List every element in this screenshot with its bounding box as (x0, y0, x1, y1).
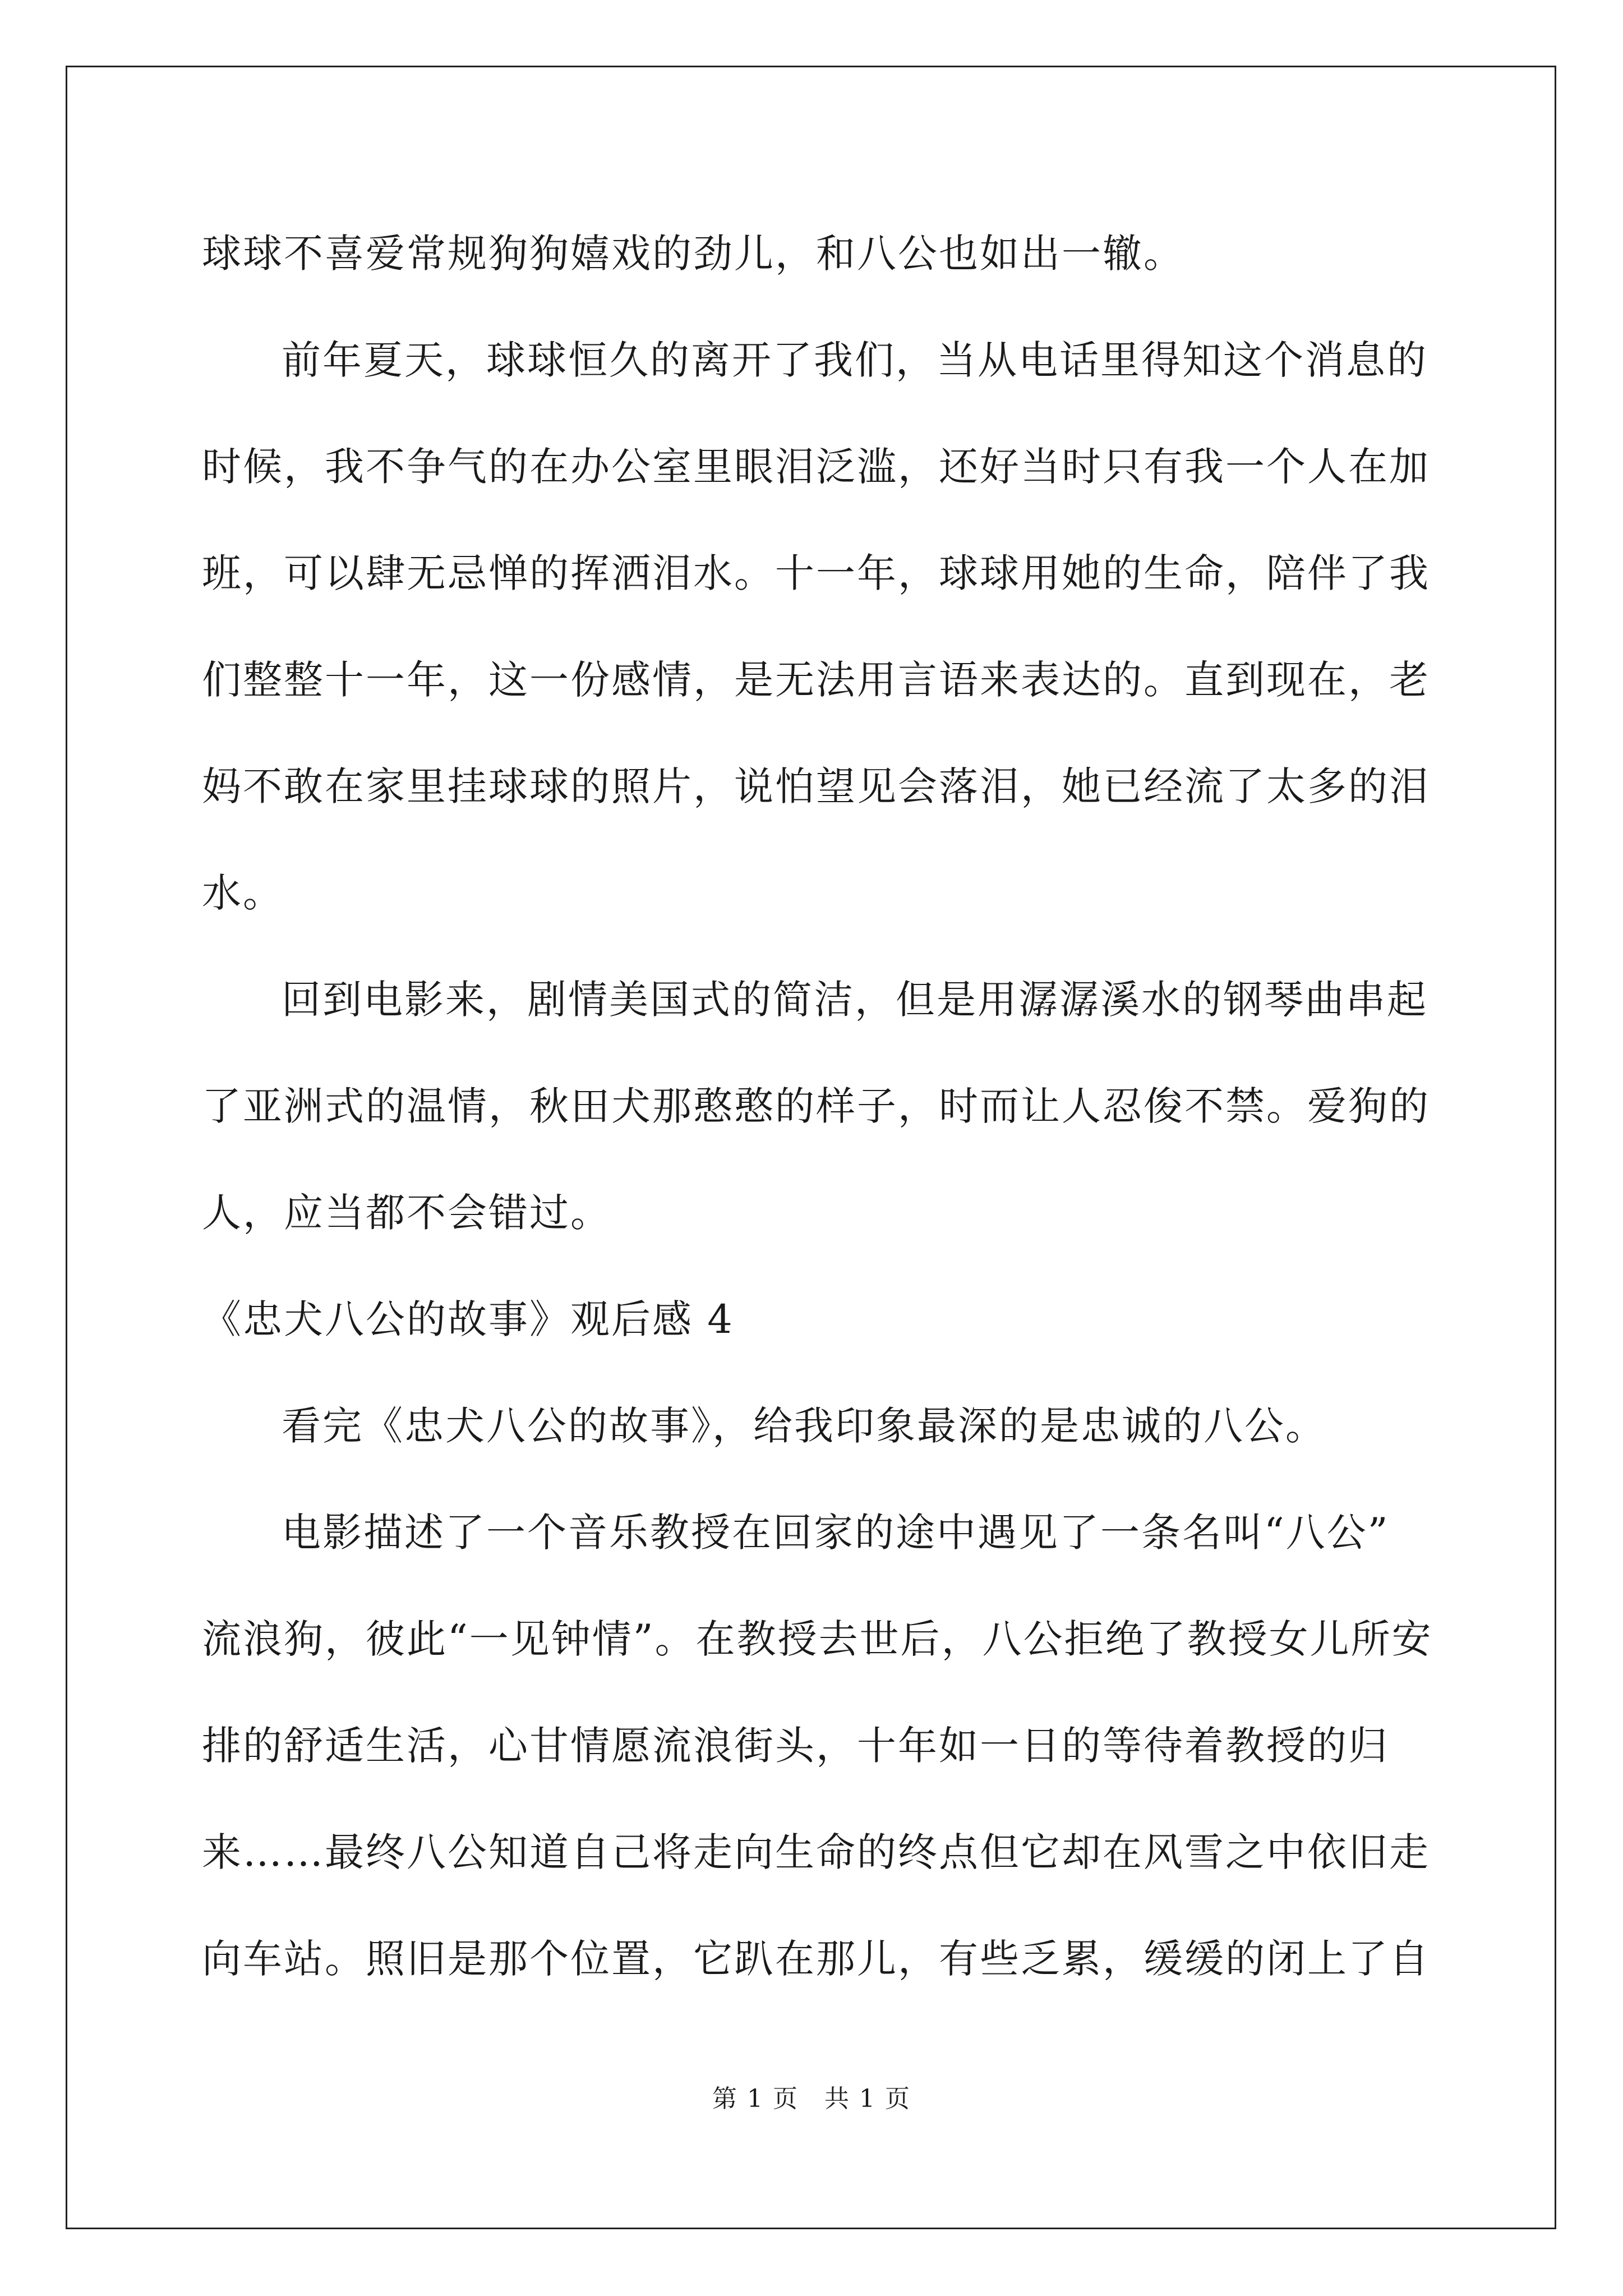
text-line: 班，可以肆无忌惮的挥洒泪水。十一年，球球用她的生命，陪伴了我 (202, 550, 1430, 596)
document-body (202, 200, 1433, 2012)
text-line: 前年夏天，球球恒久的离开了我们，当从电话里得知这个消息的 (282, 337, 1428, 383)
text-line: 向车站。照旧是那个位置，它趴在那儿，有些乏累，缓缓的闭上了自 (202, 1936, 1430, 1982)
text-line: 们整整十一年，这一份感情，是无法用言语来表达的。直到现在，老 (202, 657, 1430, 703)
page-footer: 第 1 页 共 1 页 (712, 2085, 911, 2113)
text-line: 流浪狗，彼此“一见钟情”。在教授去世后，八公拒绝了教授女儿所安 (202, 1616, 1433, 1662)
text-line: 妈不敢在家里挂球球的照片，说怕望见会落泪，她已经流了太多的泪 (202, 763, 1430, 809)
text-line: 看完《忠犬八公的故事》，给我印象最深的是忠诚的八公。 (282, 1403, 1326, 1449)
text-line: 来……最终八公知道自己将走向生命的终点但它却在风雪之中依旧走 (202, 1829, 1430, 1875)
text-line: 水。 (202, 870, 284, 916)
text-line: 球球不喜爱常规狗狗嬉戏的劲儿，和八公也如出一辙。 (202, 231, 1184, 277)
text-line: 回到电影来，剧情美国式的简洁，但是用潺潺溪水的钢琴曲串起 (282, 977, 1428, 1023)
text-line: 电影描述了一个音乐教授在回家的途中遇见了一条名叫“八公” (282, 1510, 1390, 1556)
section-heading: 《忠犬八公的故事》观后感 4 (202, 1296, 734, 1342)
text-line: 人，应当都不会错过。 (202, 1190, 611, 1236)
text-line: 了亚洲式的温情，秋田犬那憨憨的样子，时而让人忍俊不禁。爱狗的 (202, 1083, 1430, 1129)
text-line: 排的舒适生活，心甘情愿流浪街头，十年如一日的等待着教授的归 (202, 1723, 1389, 1769)
text-line: 时候，我不争气的在办公室里眼泪泛滥，还好当时只有我一个人在加 (202, 444, 1430, 490)
